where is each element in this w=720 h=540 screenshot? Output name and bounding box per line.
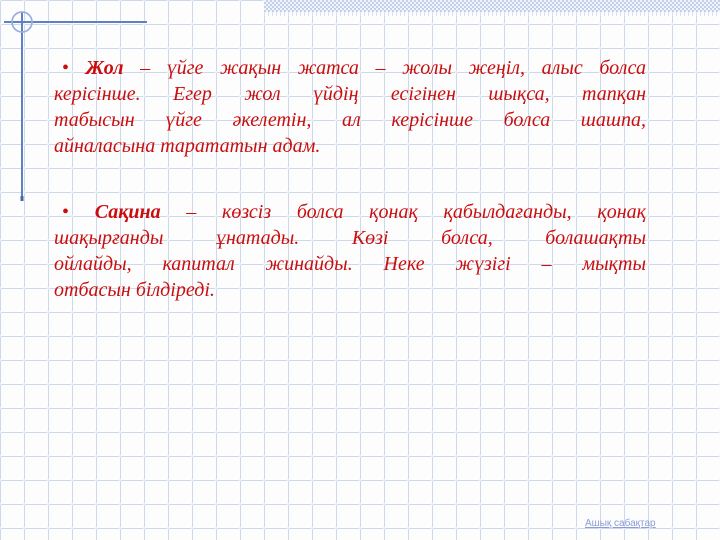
ornament-line-tip: [21, 196, 24, 201]
top-hatch-fringe: [264, 12, 720, 16]
paragraph-line: [54, 199, 646, 225]
paragraph-text: – үйге жақын жатса – жолы жеңіл, алыс болса: [140, 57, 646, 79]
paragraph-line: табысын үйге әкелетін, ал керісінше болса шашпа,: [54, 109, 646, 131]
paragraph-line: айналасына тарататын адам.: [54, 135, 321, 157]
paragraph-line: [54, 55, 646, 81]
paragraph-text: – көзсіз болса қонақ қабылдағанды, қонақ: [186, 201, 647, 223]
lead-word: Жол: [85, 57, 124, 79]
paragraph-line: ойлайды, капитал жинайды. Неке жүзігі – мықты: [54, 253, 646, 275]
paragraph-zhol: [54, 55, 646, 159]
paragraph-line: керісінше. Егер жол үйдің есігінен шықса, тапқан: [54, 83, 646, 105]
bullet-icon: •: [62, 57, 70, 79]
footer-link[interactable]: Ашық сабақтар: [585, 518, 656, 529]
paragraph-sakina: [54, 199, 646, 303]
lead-word: Сақина: [94, 201, 161, 223]
top-hatch-band: [264, 0, 720, 12]
bullet-icon: •: [62, 201, 70, 223]
paragraph-line: отбасын білдіреді.: [54, 279, 215, 301]
slide-body: [54, 55, 646, 343]
paragraph-line: шақырғанды ұнатады. Көзі болса, болашақты: [54, 227, 646, 249]
